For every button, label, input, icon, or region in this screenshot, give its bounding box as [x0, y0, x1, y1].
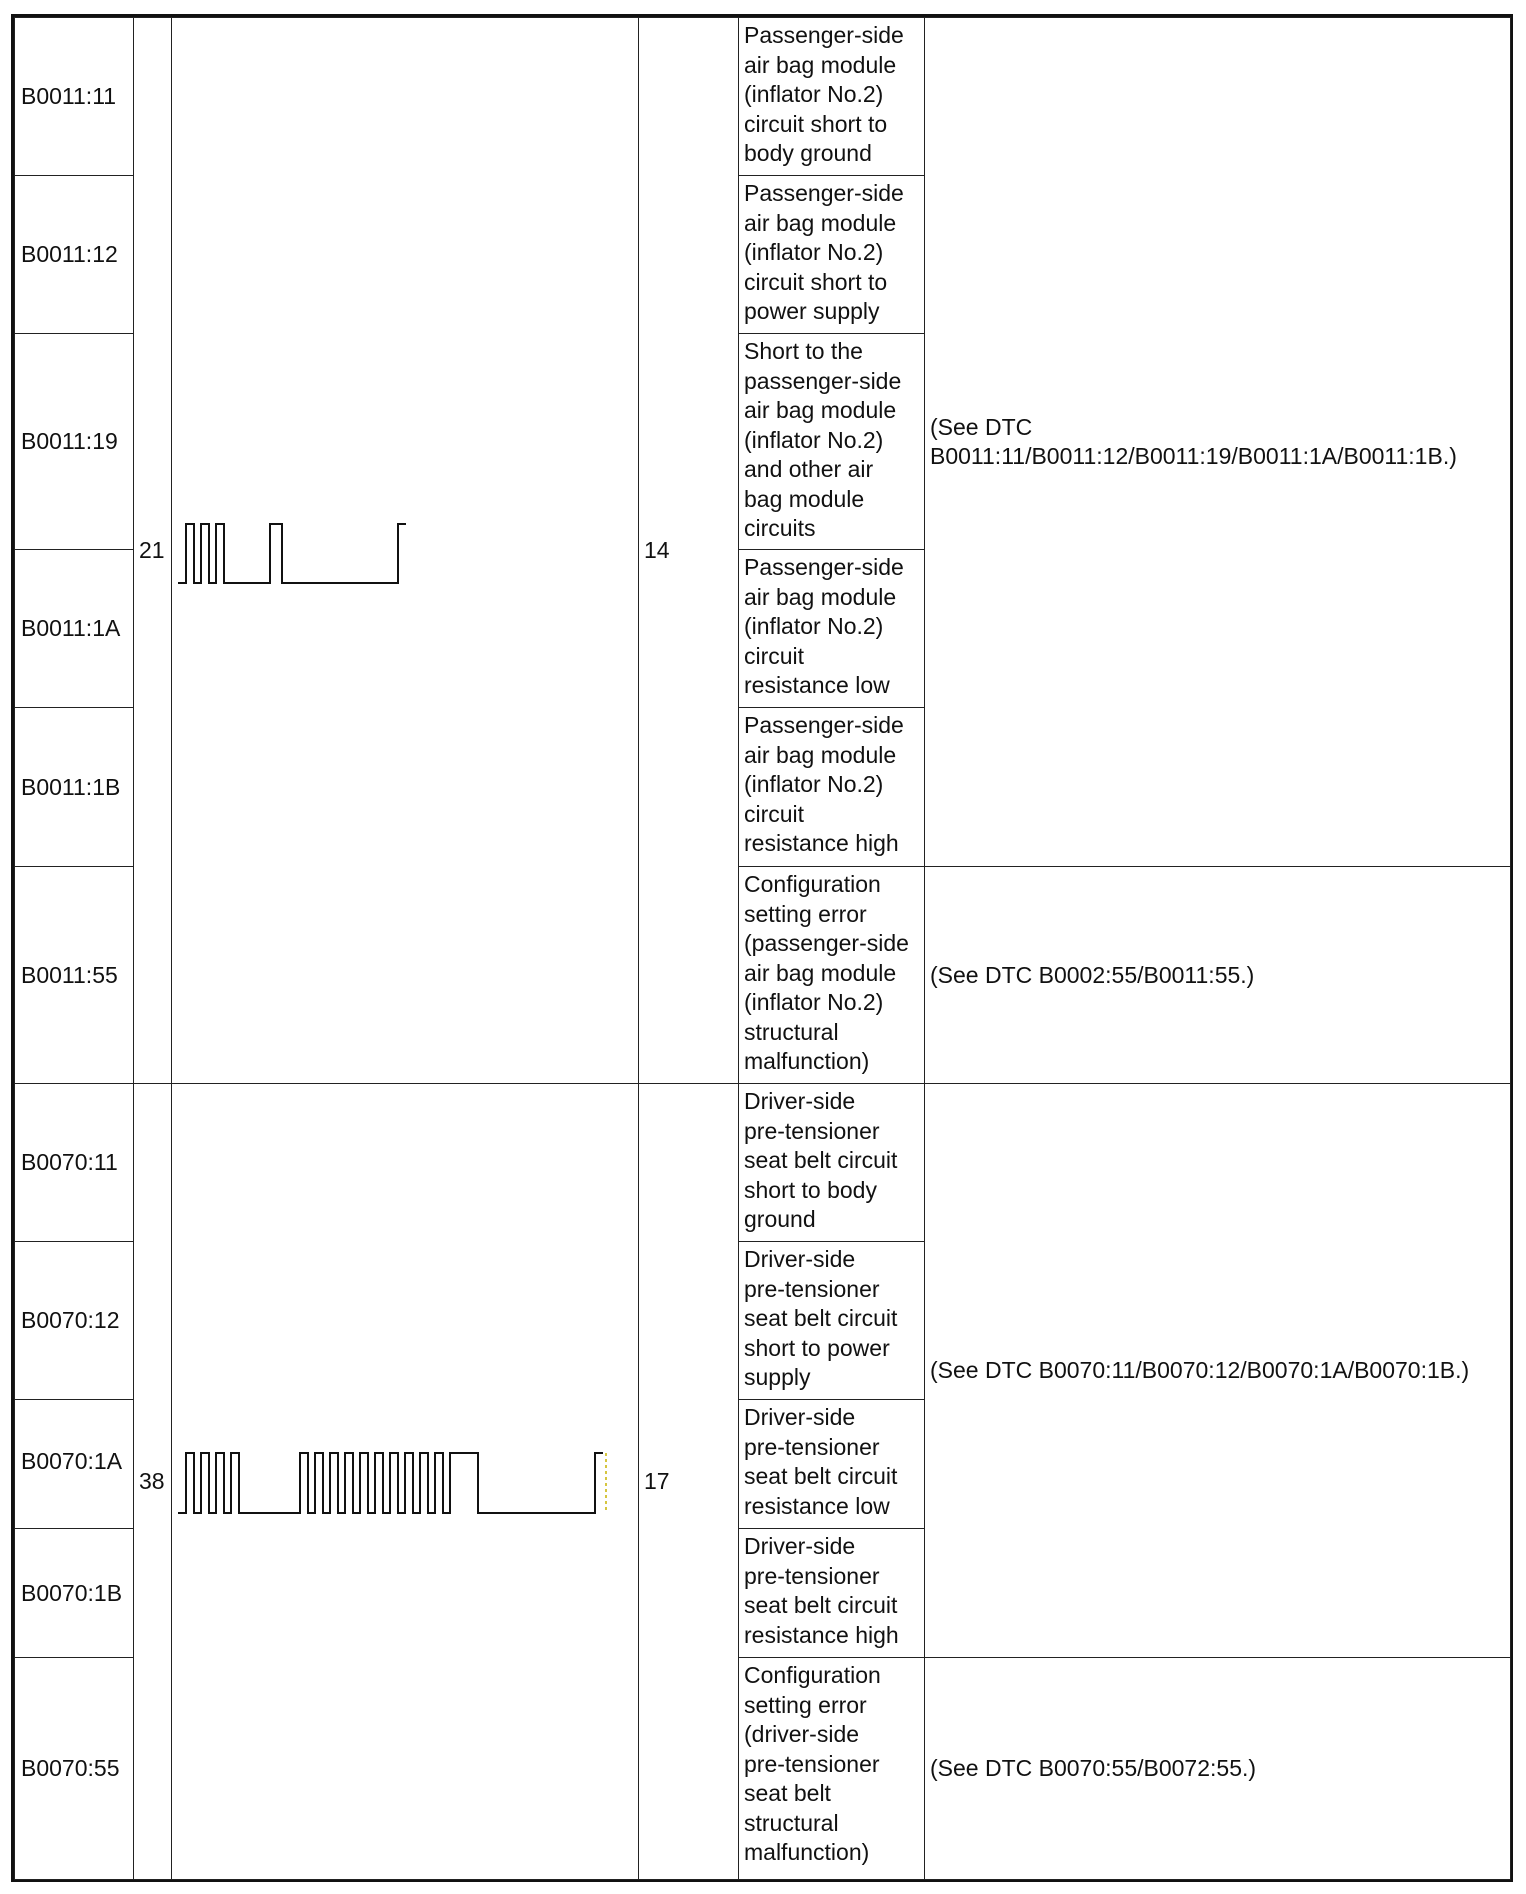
dtc-code: B0011:19	[15, 334, 134, 550]
dtc-code: B0070:1B	[15, 1529, 134, 1658]
signal-number: 17	[639, 1084, 739, 1880]
dtc-description: Driver-side pre-tensioner seat belt circuit short to body ground	[739, 1084, 925, 1242]
table-row	[15, 18, 1511, 176]
dtc-table	[14, 17, 1511, 1880]
dtc-code: B0070:11	[15, 1084, 134, 1242]
waveform-cell	[172, 1084, 639, 1880]
dtc-code: B0070:55	[15, 1658, 134, 1880]
dtc-note: (See DTC B0002:55/B0011:55.)	[925, 867, 1511, 1084]
waveform-cell	[172, 18, 639, 1084]
dtc-code: B0011:1A	[15, 550, 134, 708]
terminal-number: 21	[134, 18, 172, 1084]
dtc-description: Configuration setting error (driver-side pre-tensioner seat belt structural malfunction)	[739, 1658, 925, 1880]
pulse-pattern-21	[172, 18, 639, 1084]
dtc-code: B0070:1A	[15, 1400, 134, 1529]
dtc-description: Passenger-side air bag module (inflator No.2) circuit short to body ground	[739, 18, 925, 176]
dtc-code: B0070:12	[15, 1242, 134, 1400]
pulse-pattern-38	[172, 1084, 639, 1880]
dtc-note: (See DTC B0070:55/B0072:55.)	[925, 1658, 1511, 1880]
dtc-note: (See DTC B0011:11/B0011:12/B0011:19/B0011:1A/B0011:1B.)	[925, 18, 1511, 867]
dtc-description: Passenger-side air bag module (inflator No.2) circuit resistance high	[739, 708, 925, 867]
dtc-description: Passenger-side air bag module (inflator No.2) circuit short to power supply	[739, 176, 925, 334]
dtc-code: B0011:1B	[15, 708, 134, 867]
dtc-table-sheet	[11, 14, 1513, 1882]
dtc-description: Driver-side pre-tensioner seat belt circuit short to power supply	[739, 1242, 925, 1400]
dtc-description: Driver-side pre-tensioner seat belt circuit resistance high	[739, 1529, 925, 1658]
signal-number: 14	[639, 18, 739, 1084]
dtc-description: Driver-side pre-tensioner seat belt circuit resistance low	[739, 1400, 925, 1529]
terminal-number: 38	[134, 1084, 172, 1880]
dtc-description: Configuration setting error (passenger-side air bag module (inflator No.2) structural malfunction)	[739, 867, 925, 1084]
dtc-note: (See DTC B0070:11/B0070:12/B0070:1A/B0070:1B.)	[925, 1084, 1511, 1658]
dtc-description: Passenger-side air bag module (inflator No.2) circuit resistance low	[739, 550, 925, 708]
dtc-description: Short to the passenger-side air bag module (inflator No.2) and other air bag module circuits	[739, 334, 925, 550]
dtc-code: B0011:11	[15, 18, 134, 176]
waveform-line	[178, 1453, 603, 1513]
dtc-code: B0011:12	[15, 176, 134, 334]
dtc-code: B0011:55	[15, 867, 134, 1084]
waveform-line	[178, 524, 406, 583]
table-row	[15, 1084, 1511, 1242]
